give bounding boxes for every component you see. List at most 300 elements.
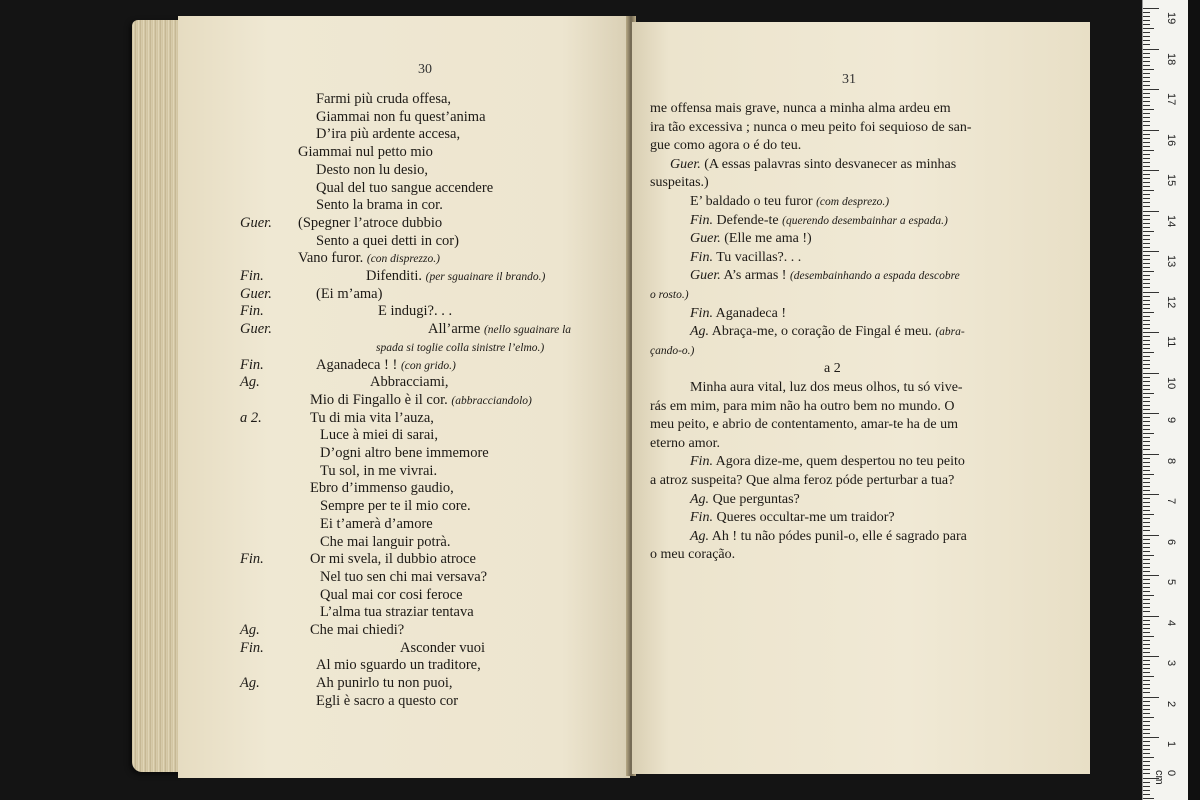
verse-text: D’ira più ardente accesa, bbox=[316, 126, 461, 143]
ruler-tick bbox=[1143, 405, 1150, 406]
ruler-tick bbox=[1143, 130, 1159, 131]
ruler-tick bbox=[1143, 713, 1150, 714]
ruler-tick bbox=[1143, 53, 1150, 54]
verse-text: Mio di Fingallo è il cor. bbox=[310, 391, 452, 408]
verse-text: Tu di mia vita l’auza, bbox=[310, 409, 434, 426]
ruler-tick bbox=[1143, 190, 1154, 191]
ruler-tick bbox=[1143, 632, 1150, 633]
verse-line bbox=[428, 320, 571, 339]
verse-line bbox=[320, 426, 438, 444]
ruler-tick bbox=[1143, 535, 1159, 536]
verse-text: All’arme bbox=[428, 321, 484, 338]
ruler-tick bbox=[1143, 146, 1150, 147]
prose-line bbox=[690, 212, 948, 230]
verse-line bbox=[316, 179, 493, 197]
ruler-tick bbox=[1143, 620, 1150, 621]
ruler-tick bbox=[1143, 255, 1150, 256]
speaker-label: Fin. bbox=[240, 303, 264, 320]
ruler-tick bbox=[1143, 28, 1154, 29]
ruler-tick bbox=[1143, 583, 1150, 584]
prose-text: (A essas palavras sinto desvanecer as minhas bbox=[700, 156, 957, 172]
ruler-tick bbox=[1143, 567, 1150, 568]
ruler-tick bbox=[1143, 332, 1159, 333]
ruler-tick bbox=[1143, 668, 1150, 669]
ruler-tick bbox=[1143, 304, 1150, 305]
verse-line bbox=[320, 444, 489, 462]
prose-text: (Elle me ama !) bbox=[720, 231, 812, 247]
ruler-tick bbox=[1143, 749, 1150, 750]
verse-line bbox=[316, 285, 382, 303]
prose-line bbox=[650, 174, 709, 192]
verse-text: Sento a quei detti in cor) bbox=[316, 232, 459, 249]
ruler-tick bbox=[1143, 356, 1150, 357]
ruler-number: 14 bbox=[1165, 214, 1177, 227]
ruler-tick bbox=[1143, 174, 1150, 175]
speaker-label: Fin. bbox=[690, 305, 713, 321]
prose-line bbox=[650, 416, 958, 434]
ruler-tick bbox=[1143, 498, 1150, 499]
left-page bbox=[178, 16, 630, 778]
prose-line bbox=[650, 342, 694, 360]
stage-direction: (con grido.) bbox=[400, 359, 456, 372]
ruler-tick bbox=[1143, 494, 1159, 495]
ruler-tick bbox=[1143, 36, 1150, 37]
ruler-tick bbox=[1143, 425, 1150, 426]
ruler-tick bbox=[1143, 77, 1150, 78]
verse-line bbox=[298, 249, 440, 268]
ruler-tick bbox=[1143, 482, 1150, 483]
ruler-number: 15 bbox=[1165, 174, 1177, 187]
ruler-number: 9 bbox=[1165, 417, 1177, 424]
stage-direction: (querendo desembainhar a espada.) bbox=[782, 214, 948, 227]
ruler-tick bbox=[1143, 765, 1150, 766]
ruler-number: 17 bbox=[1165, 93, 1177, 106]
ruler-tick bbox=[1143, 324, 1150, 325]
prose-line bbox=[690, 267, 960, 285]
prose-text: Aganadeca ! bbox=[712, 305, 787, 321]
ruler-tick bbox=[1143, 579, 1150, 580]
ruler-tick bbox=[1143, 753, 1150, 754]
ruler-tick bbox=[1143, 692, 1150, 693]
ruler-tick bbox=[1143, 279, 1150, 280]
ruler-tick bbox=[1143, 510, 1150, 511]
ruler-tick bbox=[1143, 393, 1154, 394]
ruler-tick bbox=[1143, 219, 1150, 220]
verse-line bbox=[316, 125, 460, 143]
prose-text: a 2 bbox=[824, 361, 841, 377]
prose-text: gue como agora o é do teu. bbox=[650, 138, 802, 154]
ruler-tick bbox=[1143, 65, 1150, 66]
ruler-number: 0 cm bbox=[1153, 770, 1177, 785]
ruler-tick bbox=[1143, 81, 1150, 82]
ruler-tick bbox=[1143, 40, 1150, 41]
ruler-tick bbox=[1143, 117, 1150, 118]
ruler-tick bbox=[1143, 421, 1150, 422]
prose-line bbox=[650, 119, 972, 137]
ruler-tick bbox=[1143, 462, 1150, 463]
ruler-tick bbox=[1143, 150, 1154, 151]
ruler-tick bbox=[1143, 239, 1150, 240]
speaker-label: Guer. bbox=[690, 231, 721, 247]
ruler-tick bbox=[1143, 215, 1150, 216]
ruler-tick bbox=[1143, 636, 1154, 637]
speaker-label: Guer. bbox=[240, 214, 272, 231]
verse-line bbox=[316, 108, 486, 126]
ruler-tick bbox=[1143, 672, 1150, 673]
ruler-tick bbox=[1143, 401, 1150, 402]
ruler-tick bbox=[1143, 591, 1150, 592]
ruler-tick bbox=[1143, 170, 1159, 171]
verse-text: (Ei m’ama) bbox=[316, 285, 383, 302]
verse-text: Vano furor. bbox=[298, 250, 367, 267]
ruler-tick bbox=[1143, 454, 1159, 455]
ruler-tick bbox=[1143, 644, 1150, 645]
ruler-tick bbox=[1143, 607, 1150, 608]
prose-text: a atroz suspeita? Que alma feroz póde perturbar a tua? bbox=[650, 473, 955, 488]
ruler-tick bbox=[1143, 518, 1150, 519]
verse-text: Or mi svela, il dubbio atroce bbox=[310, 551, 476, 568]
verse-line bbox=[320, 586, 463, 604]
ruler-tick bbox=[1143, 652, 1150, 653]
speaker-label: Fin. bbox=[240, 551, 264, 568]
ruler-tick bbox=[1143, 162, 1150, 163]
ruler-tick bbox=[1143, 559, 1150, 560]
prose-line bbox=[650, 398, 954, 416]
prose-text: Minha aura vital, luz dos meus olhos, tu só vive- bbox=[690, 380, 963, 395]
ruler-tick bbox=[1143, 741, 1150, 742]
speaker-label: Fin. bbox=[240, 356, 264, 373]
prose-line bbox=[690, 528, 967, 546]
ruler-tick bbox=[1143, 138, 1150, 139]
verse-line bbox=[316, 656, 481, 674]
ruler-tick bbox=[1143, 790, 1150, 791]
ruler-tick bbox=[1143, 340, 1150, 341]
ruler-tick bbox=[1143, 417, 1150, 418]
ruler-tick bbox=[1143, 251, 1159, 252]
ruler-number: 5 bbox=[1165, 579, 1177, 586]
ruler-tick bbox=[1143, 373, 1159, 374]
prose-text: Que perguntas? bbox=[709, 491, 800, 507]
ruler-tick bbox=[1143, 377, 1150, 378]
ruler-number: 16 bbox=[1165, 133, 1177, 146]
ruler-tick bbox=[1143, 628, 1150, 629]
right-page-number: 31 bbox=[842, 72, 856, 87]
ruler-tick bbox=[1143, 433, 1154, 434]
ruler-tick bbox=[1143, 798, 1154, 799]
prose-text: Ah ! tu não pódes punil-o, elle é sagrado para bbox=[709, 528, 967, 544]
verse-text: Nel tuo sen chi mai versava? bbox=[320, 568, 488, 585]
stage-direction: o rosto.) bbox=[650, 289, 689, 301]
ruler-number: 19 bbox=[1165, 12, 1177, 25]
verse-text: Tu sol, in me vivrai. bbox=[320, 462, 438, 479]
speaker-label: Ag. bbox=[690, 324, 710, 340]
ruler-tick bbox=[1143, 725, 1150, 726]
ruler-tick bbox=[1143, 676, 1154, 677]
prose-text: suspeitas.) bbox=[650, 175, 709, 191]
ruler-tick bbox=[1143, 571, 1150, 572]
speaker-label: Fin. bbox=[690, 510, 713, 526]
stage-direction: (nello sguainare la bbox=[483, 324, 572, 337]
ruler-tick bbox=[1143, 486, 1150, 487]
verse-text: Egli è sacro a questo cor bbox=[316, 692, 459, 709]
verse-text: Al mio sguardo un traditore, bbox=[316, 657, 481, 674]
verse-text: Aganadeca ! ! bbox=[316, 356, 401, 373]
ruler-tick bbox=[1143, 93, 1150, 94]
ruler-tick bbox=[1143, 101, 1150, 102]
ruler-tick bbox=[1143, 296, 1150, 297]
speaker-label: Ag. bbox=[240, 622, 260, 638]
verse-text: Asconder vuoi bbox=[400, 639, 485, 656]
ruler-tick bbox=[1143, 729, 1150, 730]
ruler-tick bbox=[1143, 769, 1150, 770]
speaker-label: Guer. bbox=[690, 268, 721, 284]
ruler-tick bbox=[1143, 587, 1150, 588]
ruler-tick bbox=[1143, 292, 1159, 293]
ruler-tick bbox=[1143, 445, 1150, 446]
speaker-label: Guer. bbox=[240, 321, 272, 338]
ruler-tick bbox=[1143, 202, 1150, 203]
verse-text: E indugi?. . . bbox=[378, 303, 453, 320]
ruler-tick bbox=[1143, 300, 1150, 301]
ruler-tick bbox=[1143, 660, 1150, 661]
verse-line bbox=[320, 515, 433, 533]
prose-text: Queres occultar-me um traidor? bbox=[712, 510, 895, 526]
stage-direction: (abbracciandolo) bbox=[451, 394, 532, 407]
verse-line bbox=[376, 338, 544, 357]
ruler-tick bbox=[1143, 616, 1159, 617]
ruler-tick bbox=[1143, 109, 1154, 110]
verse-line bbox=[320, 603, 474, 621]
prose-text: o meu coração. bbox=[650, 547, 736, 563]
prose-text: ira tão excessiva ; nunca o meu peito foi sequioso de san- bbox=[650, 119, 972, 135]
ruler-tick bbox=[1143, 97, 1150, 98]
ruler-tick bbox=[1143, 24, 1150, 25]
verse-line bbox=[378, 302, 452, 320]
prose-text: rás em mim, para mim não ha outro bem no mundo. O bbox=[650, 398, 955, 414]
stage-direction: (con disprezzo.) bbox=[366, 253, 440, 266]
prose-text: A’s armas ! bbox=[720, 268, 790, 284]
speaker-label: Ag. bbox=[240, 374, 260, 391]
prose-text: eterno amor. bbox=[650, 435, 720, 451]
ruler-tick bbox=[1143, 413, 1159, 414]
ruler-tick bbox=[1143, 364, 1150, 365]
verse-line bbox=[400, 639, 485, 657]
ruler-number: 2 bbox=[1165, 700, 1177, 707]
prose-line bbox=[690, 305, 786, 323]
ruler-number: 7 bbox=[1165, 498, 1177, 505]
prose-line bbox=[670, 156, 956, 174]
verse-text: Giammai non fu quest’anima bbox=[316, 108, 486, 125]
verse-line bbox=[320, 462, 437, 480]
speaker-label: Ag. bbox=[690, 491, 710, 507]
ruler-tick bbox=[1143, 539, 1150, 540]
ruler-tick bbox=[1143, 603, 1150, 604]
ruler-tick bbox=[1143, 73, 1150, 74]
ruler-number: 4 bbox=[1165, 619, 1177, 626]
verse-line bbox=[366, 267, 545, 286]
ruler-tick bbox=[1143, 437, 1150, 438]
prose-line bbox=[690, 323, 965, 341]
verse-text: Sempre per te il mio core. bbox=[320, 498, 471, 515]
ruler-tick bbox=[1143, 701, 1150, 702]
ruler-tick bbox=[1143, 247, 1150, 248]
ruler-tick bbox=[1143, 530, 1150, 531]
ruler-tick bbox=[1143, 32, 1150, 33]
ruler-tick bbox=[1143, 178, 1150, 179]
ruler-tick bbox=[1143, 599, 1150, 600]
ruler-tick bbox=[1143, 409, 1150, 410]
prose-text: me offensa mais grave, nunca a minha alma ardeu em bbox=[650, 101, 951, 116]
verse-text: Desto non lu desio, bbox=[316, 161, 428, 178]
prose-line bbox=[690, 491, 800, 509]
ruler-tick bbox=[1143, 782, 1150, 783]
verse-line bbox=[298, 143, 433, 161]
prose-text: Abraça-me, o coração de Fingal é meu. bbox=[709, 324, 936, 340]
ruler-tick bbox=[1143, 385, 1150, 386]
ruler-tick bbox=[1143, 563, 1150, 564]
ruler-tick bbox=[1143, 474, 1154, 475]
ruler-tick bbox=[1143, 624, 1150, 625]
ruler-tick bbox=[1143, 575, 1159, 576]
ruler-number: 3 bbox=[1165, 660, 1177, 667]
ruler-tick bbox=[1143, 166, 1150, 167]
ruler-tick bbox=[1143, 656, 1159, 657]
ruler-number: 11 bbox=[1165, 336, 1177, 348]
verse-text: Luce à miei di sarai, bbox=[320, 427, 438, 444]
ruler-number: 10 bbox=[1165, 376, 1177, 389]
ruler-tick bbox=[1143, 721, 1150, 722]
stage-direction: (per sguainare il brando.) bbox=[425, 271, 546, 283]
verse-text: Difenditi. bbox=[366, 268, 426, 284]
ruler-tick bbox=[1143, 182, 1150, 183]
speaker-label: Guer. bbox=[670, 156, 701, 172]
ruler-tick bbox=[1143, 640, 1150, 641]
verse-text: Che mai languir potrà. bbox=[320, 533, 451, 550]
ruler-tick bbox=[1143, 543, 1150, 544]
verse-line bbox=[316, 232, 459, 250]
verse-text: Giammai nul petto mio bbox=[298, 144, 433, 161]
ruler-tick bbox=[1143, 113, 1150, 114]
ruler-tick bbox=[1143, 320, 1150, 321]
prose-line bbox=[690, 379, 963, 397]
ruler-tick bbox=[1143, 85, 1150, 86]
ruler-tick bbox=[1143, 316, 1150, 317]
verse-line bbox=[310, 391, 532, 410]
ruler-tick bbox=[1143, 271, 1154, 272]
ruler-tick bbox=[1143, 344, 1150, 345]
prose-line bbox=[824, 360, 841, 378]
left-page-number: 30 bbox=[418, 62, 432, 77]
prose-line bbox=[650, 137, 801, 155]
ruler-tick bbox=[1143, 773, 1150, 774]
ruler-tick bbox=[1143, 514, 1154, 515]
prose-text: meu peito, e abrio de contentamento, amar-te ha de um bbox=[650, 417, 958, 433]
verse-line bbox=[320, 497, 471, 515]
stage-direction: çando-o.) bbox=[650, 344, 695, 357]
ruler-tick bbox=[1143, 259, 1150, 260]
verse-line bbox=[316, 196, 443, 214]
background-strip bbox=[1188, 0, 1200, 800]
ruler-tick bbox=[1143, 61, 1150, 62]
right-page bbox=[632, 22, 1090, 774]
ruler-tick bbox=[1143, 745, 1150, 746]
ruler-tick bbox=[1143, 12, 1150, 13]
prose-line bbox=[690, 249, 801, 267]
verse-line bbox=[316, 692, 458, 710]
ruler-tick bbox=[1143, 526, 1150, 527]
ruler-tick bbox=[1143, 206, 1150, 207]
ruler-tick bbox=[1143, 429, 1150, 430]
ruler-tick bbox=[1143, 20, 1150, 21]
ruler-tick bbox=[1143, 478, 1150, 479]
ruler-tick bbox=[1143, 761, 1150, 762]
ruler-tick bbox=[1143, 680, 1150, 681]
ruler-tick bbox=[1143, 348, 1150, 349]
ruler-number: 8 bbox=[1165, 457, 1177, 464]
ruler-tick bbox=[1143, 449, 1150, 450]
ruler-number: 6 bbox=[1165, 538, 1177, 545]
prose-line bbox=[650, 472, 954, 490]
ruler-tick bbox=[1143, 336, 1150, 337]
ruler-tick bbox=[1143, 134, 1150, 135]
ruler-tick bbox=[1143, 381, 1150, 382]
speaker-label: Fin. bbox=[690, 454, 713, 470]
measuring-ruler bbox=[1142, 0, 1189, 800]
verse-text: Qual del tuo sangue accendere bbox=[316, 179, 494, 196]
verse-line bbox=[320, 533, 450, 551]
verse-line bbox=[310, 621, 404, 639]
verse-text: Che mai chiedi? bbox=[310, 622, 405, 638]
ruler-tick bbox=[1143, 211, 1159, 212]
ruler-number: 12 bbox=[1165, 295, 1177, 308]
prose-line bbox=[690, 509, 895, 527]
ruler-tick bbox=[1143, 506, 1150, 507]
ruler-tick bbox=[1143, 275, 1150, 276]
verse-line bbox=[370, 373, 449, 391]
speaker-label: Ag. bbox=[240, 675, 260, 692]
verse-line bbox=[310, 409, 434, 427]
speaker-label: Fin. bbox=[240, 639, 264, 656]
verse-line bbox=[320, 568, 487, 586]
speaker-label: Guer. bbox=[240, 285, 272, 302]
speaker-label: Fin. bbox=[690, 212, 713, 228]
stage-direction: (com desprezo.) bbox=[816, 196, 890, 208]
prose-line bbox=[650, 546, 735, 564]
verse-line bbox=[298, 214, 442, 232]
stage-direction: (abra- bbox=[935, 326, 965, 339]
verse-line bbox=[310, 550, 476, 568]
ruler-tick bbox=[1143, 717, 1154, 718]
verse-text: (Spegner l’atroce dubbio bbox=[298, 214, 443, 231]
ruler-tick bbox=[1143, 709, 1150, 710]
ruler-tick bbox=[1143, 44, 1150, 45]
ruler-tick bbox=[1143, 522, 1150, 523]
ruler-tick bbox=[1143, 470, 1150, 471]
ruler-tick bbox=[1143, 8, 1159, 9]
prose-line bbox=[650, 100, 951, 118]
ruler-tick bbox=[1143, 16, 1150, 17]
prose-line bbox=[690, 453, 965, 471]
speaker-label: a 2. bbox=[240, 409, 262, 426]
ruler-tick bbox=[1143, 458, 1150, 459]
ruler-number: 1 bbox=[1165, 741, 1177, 748]
verse-text: Sento la brama in cor. bbox=[316, 197, 443, 214]
ruler-tick bbox=[1143, 235, 1150, 236]
ruler-tick bbox=[1143, 794, 1150, 795]
ruler-tick bbox=[1143, 786, 1150, 787]
ruler-tick bbox=[1143, 69, 1154, 70]
verse-line bbox=[316, 356, 456, 375]
